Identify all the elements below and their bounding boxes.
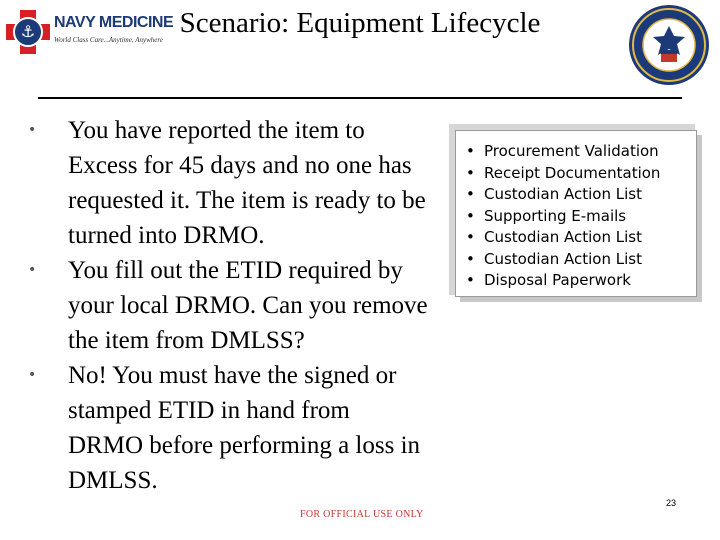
page-number: 23 — [666, 498, 677, 508]
logo-tagline: World Class Care...Anytime, Anywhere — [54, 36, 163, 44]
checklist-item: • Custodian Action List — [466, 228, 642, 246]
department-seal-icon — [628, 4, 710, 86]
bullet-item: • No! You must have the signed or stamped ETID in hand from DRMO before performing a loss in DMLSS. — [28, 358, 428, 498]
slide-title: Scenario: Equipment Lifecycle — [179, 7, 541, 39]
checklist-item: • Disposal Paperwork — [466, 271, 631, 289]
bullet-dot-icon: • — [28, 122, 37, 138]
title-divider — [38, 97, 682, 99]
document-checklist-box — [455, 130, 697, 297]
checklist-item: • Custodian Action List — [466, 185, 642, 203]
bullet-dot-icon: • — [28, 262, 37, 278]
bullet-item: • You fill out the ETID required by your local DRMO. Can you remove the item from DMLSS? — [28, 253, 428, 358]
bullet-dot-icon: • — [28, 367, 37, 383]
classification-footer: FOR OFFICIAL USE ONLY — [300, 509, 424, 520]
bullet-item: • You have reported the item to Excess for 45 days and no one has requested it. The item is ready to be turned into DRMO. — [28, 113, 428, 253]
checklist-item: • Supporting E-mails — [466, 206, 627, 225]
checklist-item: • Procurement Validation — [466, 142, 659, 160]
navy-medicine-logo — [2, 2, 174, 62]
checklist-item: • Receipt Documentation — [466, 163, 661, 182]
checklist-item: • Custodian Action List — [466, 249, 642, 268]
navy-cross-icon: ⚓ — [6, 10, 50, 54]
main-bullet-list — [28, 113, 428, 498]
logo-name: NAVY MEDICINE — [54, 14, 174, 31]
